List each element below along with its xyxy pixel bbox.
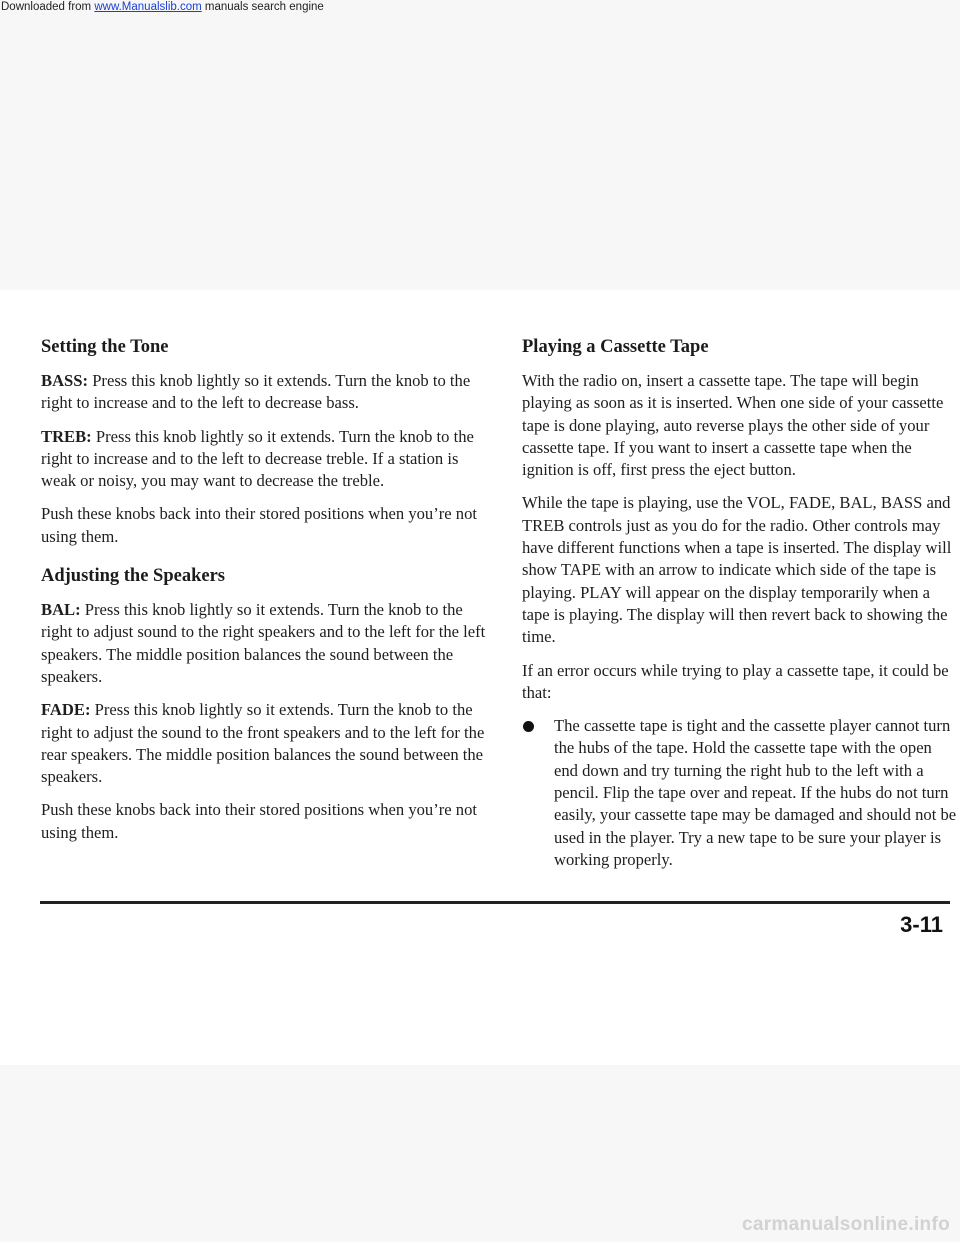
- banner-prefix: Downloaded from: [1, 1, 95, 13]
- download-banner: [0, 0, 601, 16]
- treb-term: TREB:: [41, 426, 92, 446]
- bal-term: BAL:: [41, 600, 81, 620]
- insert-tape-paragraph: With the radio on, insert a cassette tape. The tape will begin playing as soon as it is inserted. When one side of your cassette tape is done playing, auto reverse plays the other side of your cassette tape. If you want to insert a cassette tape when the ignition is off, first press the eject button.: [522, 371, 944, 480]
- push-back-note-speakers: Push these knobs back into their stored positions when you’re not using them.: [41, 800, 477, 842]
- watermark: carmanualsonline.info: [742, 1214, 950, 1235]
- manual-page: [0, 290, 960, 1065]
- fade-term: FADE:: [41, 700, 91, 720]
- banner-suffix: manuals search engine: [201, 1, 324, 13]
- heading-setting-the-tone: Setting the Tone: [41, 337, 169, 357]
- heading-playing-a-cassette-tape: Playing a Cassette Tape: [522, 337, 709, 357]
- bass-paragraph: [41, 370, 493, 415]
- error-intro-paragraph: If an error occurs while trying to play a cassette tape, it could be that:: [522, 660, 949, 702]
- list-item: [522, 715, 958, 871]
- push-back-note-tone: Push these knobs back into their stored positions when you’re not using them.: [41, 504, 477, 546]
- bal-paragraph: [41, 599, 493, 688]
- page-number: 3-11: [900, 912, 943, 937]
- bullet-icon: [523, 721, 534, 732]
- bass-description: Press this knob lightly so it extends. Turn the knob to the right to increase and to the left to decrease bass.: [41, 371, 471, 413]
- heading-adjusting-the-speakers: Adjusting the Speakers: [41, 566, 225, 587]
- footer-rule: [40, 901, 950, 904]
- treb-paragraph: [41, 426, 493, 493]
- treb-description: Press this knob lightly so it extends. Turn the knob to the right to increase and to the left to decrease treble. If a station is weak or noisy, you may want to decrease the treble.: [41, 426, 474, 491]
- bass-term: BASS:: [41, 371, 89, 390]
- tape-controls-paragraph: While the tape is playing, use the VOL, FADE, BAL, BASS and TREB controls just as you do for the radio. Other controls may have different functions when a tape is inserted. The display will show TAPE with an arrow to indicate which side of the tape is playing. PLAY will appear on the display temporarily when a tape is playing. The display will then revert back to showing the time.: [522, 493, 952, 647]
- fade-description: Press this knob lightly so it extends. Turn the knob to the right to adjust the sound to the front speakers and to the left for the rear speakers. The middle position balances the sound between the speakers.: [41, 700, 485, 787]
- left-column: [41, 336, 493, 855]
- error-causes-list: [522, 715, 958, 871]
- right-column: [522, 336, 958, 871]
- bullet-text: The cassette tape is tight and the cassette player cannot turn the hubs of the tape. Hold the cassette tape with the open end down and try turning the right hub to the left with a pencil. Flip the tape over and repeat. If the hubs do not turn easily, your cassette tape may be damaged and should not be used in the player. Try a new tape to be sure your player is working properly.: [554, 716, 957, 869]
- bal-description: Press this knob lightly so it extends. Turn the knob to the right to adjust sound to the right speakers and to the left for the left speakers. The middle position balances the sound between the speakers.: [41, 600, 486, 686]
- manualslib-link[interactable]: www.Manualslib.com: [94, 1, 202, 13]
- fade-paragraph: [41, 699, 493, 788]
